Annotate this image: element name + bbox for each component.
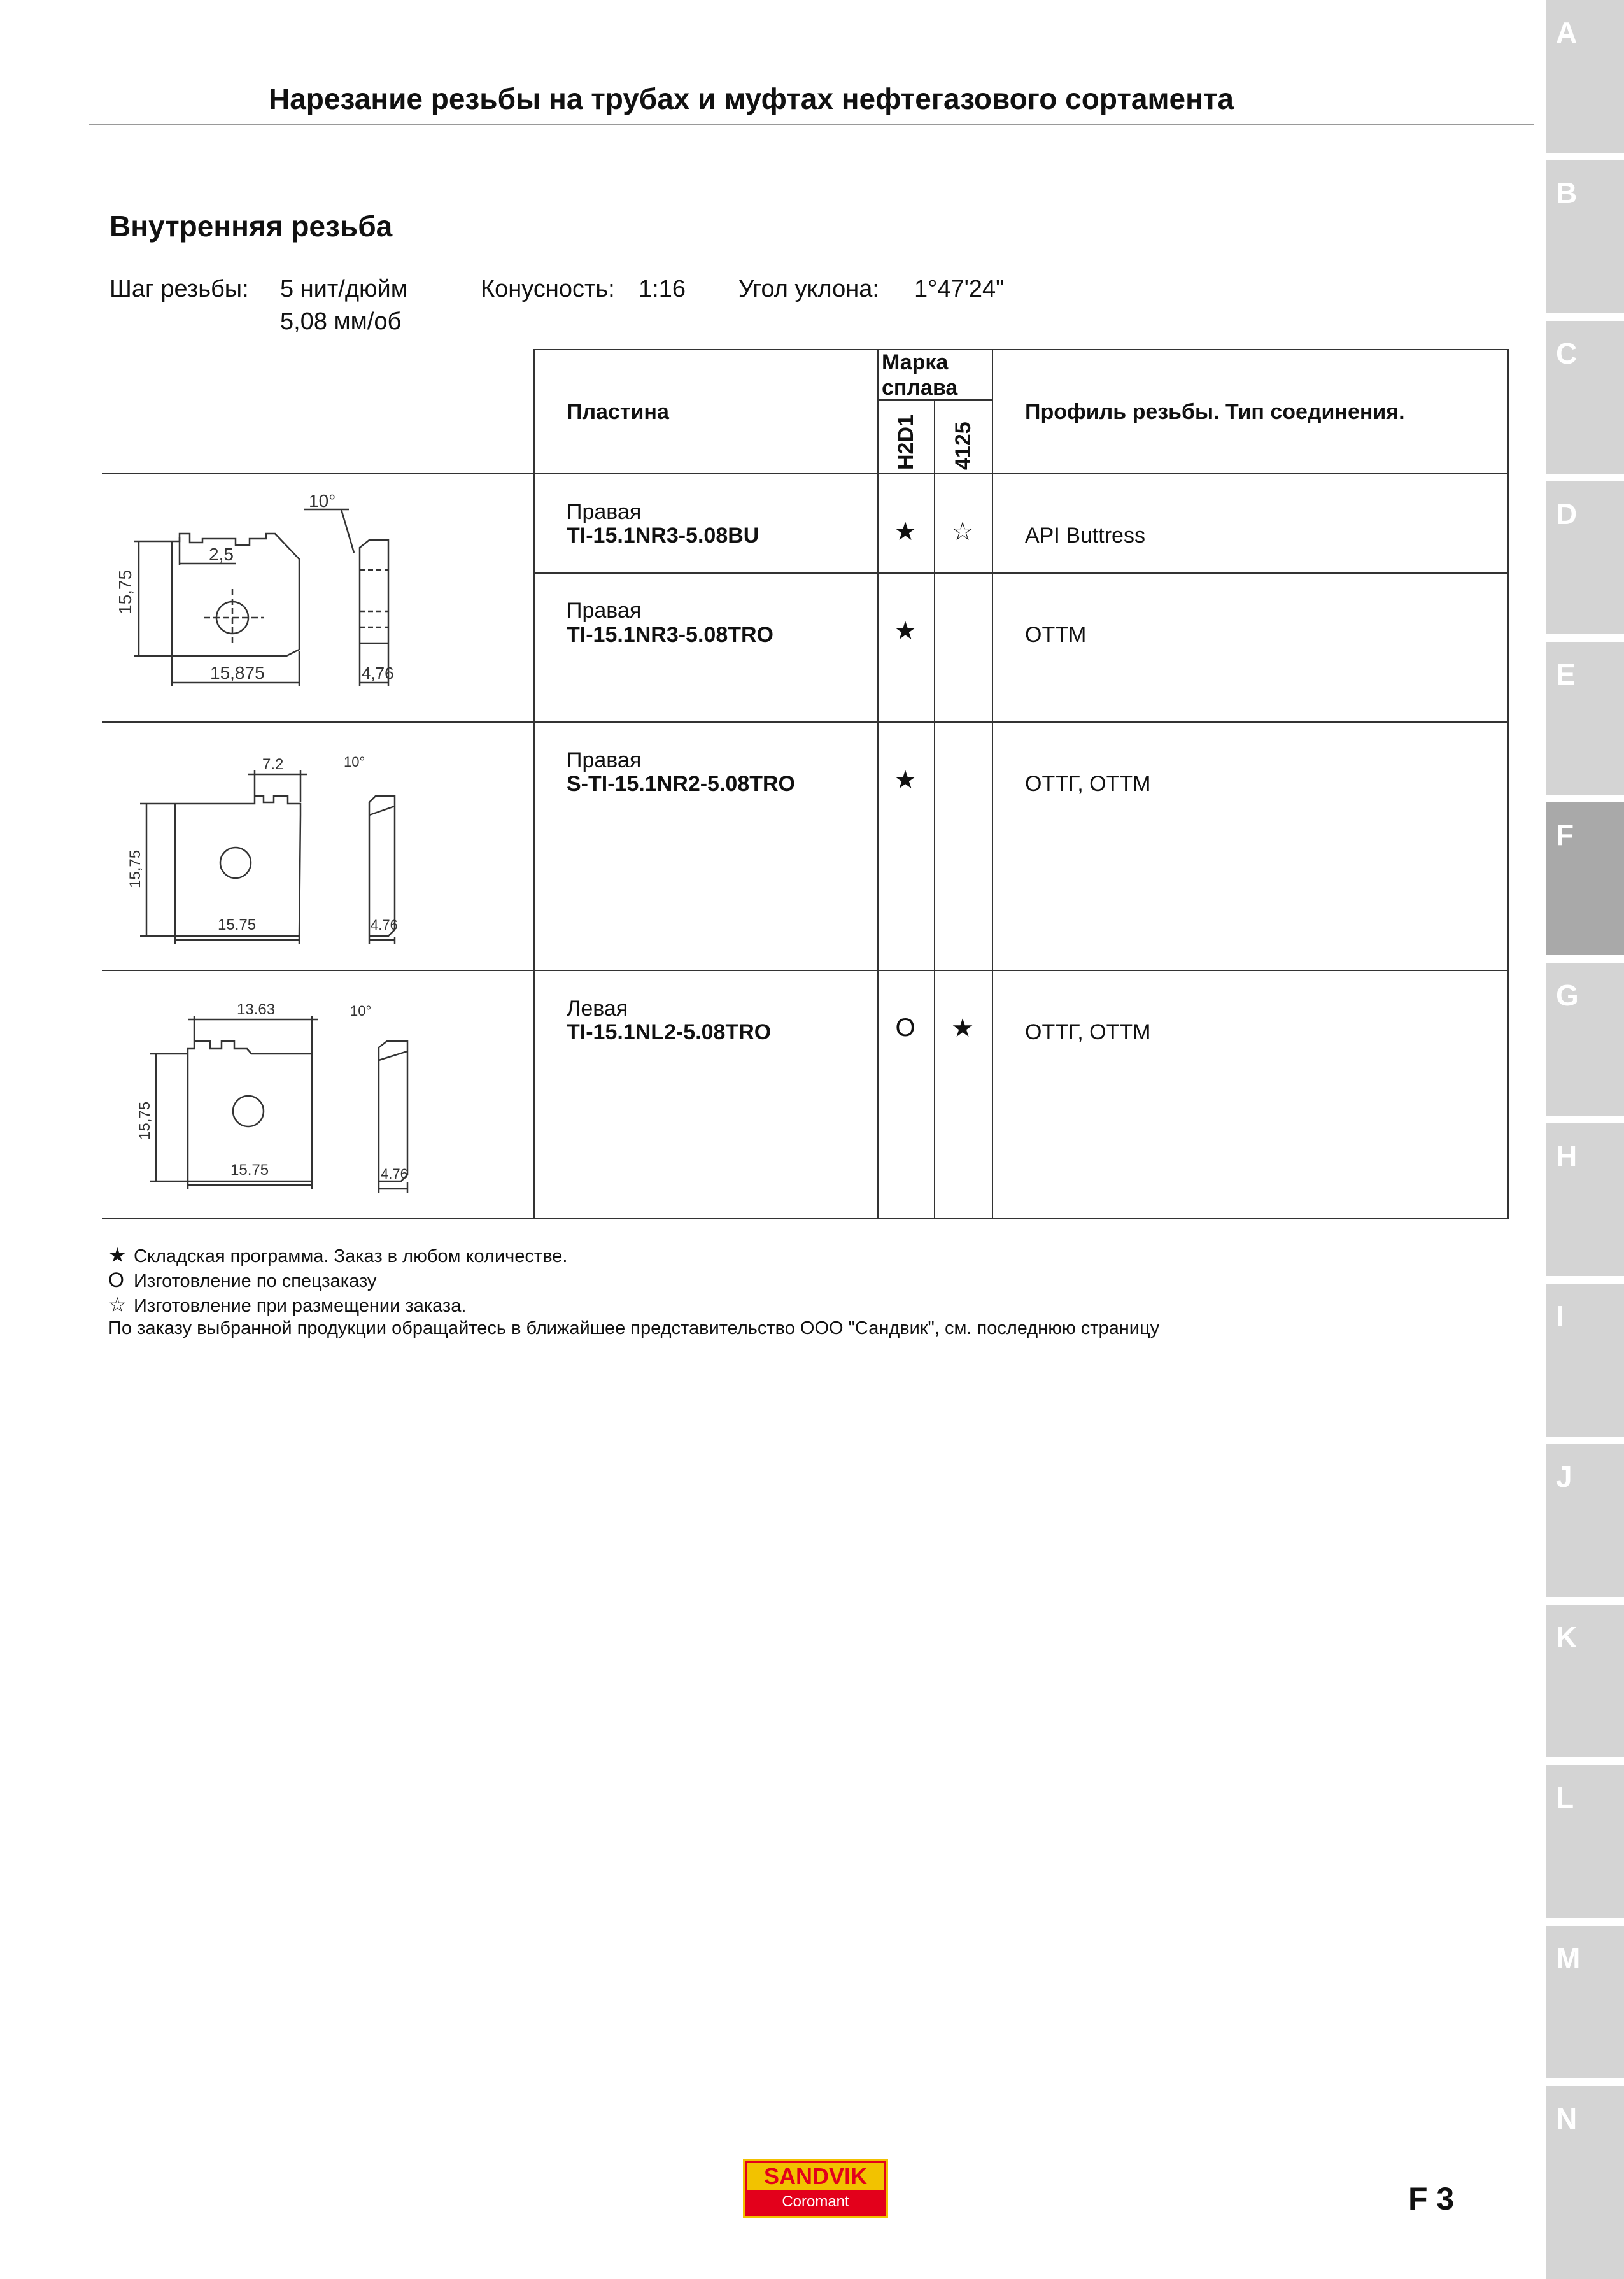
side-tab-g[interactable] [1546, 963, 1624, 1116]
side-tab-label: G [1556, 979, 1579, 1012]
table-top-rule [533, 349, 1509, 350]
insert-drawing-1 [108, 484, 427, 700]
group-divider [102, 970, 1509, 971]
drawing-thickness-dim: 4,76 [362, 664, 394, 683]
thread-profile: ОТТМ [1025, 623, 1087, 647]
side-tab-label: M [1556, 1942, 1581, 1975]
legend-stock [108, 1243, 567, 1267]
col-divider [533, 349, 535, 1219]
side-tab-label: I [1556, 1300, 1564, 1333]
side-tab-label: J [1556, 1460, 1572, 1493]
header-grade-line2: сплава [882, 376, 958, 400]
drawing-thickness-dim: 4.76 [371, 917, 398, 933]
table-bottom-rule [102, 1218, 1509, 1219]
header-grade-h2d1: H2D1 [894, 415, 918, 470]
outline-star-icon: ☆ [108, 1293, 127, 1316]
drawing-angle-label: 10° [344, 754, 365, 770]
side-tab-a[interactable] [1546, 0, 1624, 153]
insert-hand: Правая [567, 500, 642, 524]
side-tab-f[interactable] [1546, 802, 1624, 955]
grade-h2d1-mark: O [895, 1014, 915, 1042]
side-tab-label: F [1556, 818, 1574, 851]
drawing-width-dim: 15,875 [210, 663, 265, 683]
side-tab-label: D [1556, 497, 1578, 530]
drawing-top-dim: 7.2 [262, 756, 284, 773]
side-tab-label: L [1556, 1781, 1574, 1814]
insert-hand: Правая [567, 599, 642, 623]
side-tab-l[interactable] [1546, 1765, 1624, 1918]
taper-label: Конусность: [481, 276, 615, 302]
grade-4125-mark: ☆ [951, 518, 974, 546]
legend-special-order [108, 1268, 376, 1292]
side-tab-k[interactable] [1546, 1605, 1624, 1757]
insert-code: TI-15.1NL2-5.08TRO [567, 1020, 772, 1044]
header-insert: Пластина [567, 400, 669, 424]
side-tab-e[interactable] [1546, 642, 1624, 795]
legend-on-order [108, 1293, 466, 1317]
side-tab-label: B [1556, 176, 1578, 209]
drawing-thickness-dim: 4.76 [381, 1166, 408, 1182]
drawing-height-dim: 15,75 [127, 849, 144, 888]
section-title: Внутренняя резьба [109, 209, 393, 243]
insert-drawing-3 [121, 990, 420, 1207]
drawing-width-dim: 15.75 [230, 1161, 269, 1179]
header-grade-4125: 4125 [951, 422, 975, 470]
side-tab-n[interactable] [1546, 2086, 1624, 2279]
col-divider [877, 349, 879, 1219]
side-tab-m[interactable] [1546, 1926, 1624, 2078]
drawing-top-dim: 2,5 [209, 544, 234, 564]
taper-value: 1:16 [639, 276, 686, 302]
grade-h2d1-mark: ★ [894, 617, 917, 645]
pitch-value-tpi: 5 нит/дюйм [280, 276, 407, 302]
side-tab-label: C [1556, 337, 1578, 370]
thread-profile: ОТТГ, ОТТМ [1025, 1020, 1151, 1044]
drawing-angle-label: 10° [309, 491, 336, 511]
logo-brand: SANDVIK [747, 2163, 884, 2190]
grade-h2d1-mark: ★ [894, 518, 917, 546]
side-tab-h[interactable] [1546, 1123, 1624, 1276]
legend-text: Изготовление при размещении заказа. [134, 1296, 467, 1316]
side-tab-i[interactable] [1546, 1284, 1624, 1437]
col-divider [934, 399, 935, 1219]
side-tab-j[interactable] [1546, 1444, 1624, 1597]
side-tab-label: N [1556, 2102, 1578, 2135]
drawing-top-dim: 13.63 [237, 1001, 276, 1018]
grade-4125-mark: ★ [951, 1014, 974, 1042]
side-tab-c[interactable] [1546, 321, 1624, 474]
insert-code: S-TI-15.1NR2-5.08TRO [567, 772, 795, 796]
table-right-border [1507, 349, 1509, 1219]
page-number: F 3 [1408, 2181, 1455, 2217]
side-tab-label: A [1556, 16, 1578, 49]
sandvik-logo [743, 2159, 888, 2218]
col-divider [992, 349, 993, 1219]
drawing-height-dim: 15,75 [136, 1101, 153, 1140]
insert-hand: Левая [567, 997, 628, 1021]
pitch-label: Шаг резьбы: [109, 276, 249, 302]
circle-icon: O [108, 1268, 124, 1291]
side-tab-d[interactable] [1546, 481, 1624, 634]
title-divider [89, 124, 1534, 125]
drawing-angle-label: 10° [350, 1003, 372, 1019]
thread-profile: API Buttress [1025, 523, 1145, 548]
logo-sub: Coromant [782, 2193, 849, 2210]
drawing-height-dim: 15,75 [115, 569, 135, 614]
drawing-width-dim: 15.75 [218, 916, 257, 934]
header-grade-line1: Марка [882, 350, 949, 374]
side-tab-b[interactable] [1546, 160, 1624, 313]
angle-label: Угол уклона: [738, 276, 879, 302]
pitch-value-mm: 5,08 мм/об [280, 308, 402, 335]
side-tab-label: E [1556, 658, 1576, 691]
thread-profile: ОТТГ, ОТТМ [1025, 772, 1151, 796]
legend-text: Изготовление по спецзаказу [134, 1271, 377, 1291]
side-tab-label: H [1556, 1139, 1578, 1172]
insert-code: TI-15.1NR3-5.08TRO [567, 623, 773, 647]
filled-star-icon: ★ [108, 1244, 127, 1267]
insert-code: TI-15.1NR3-5.08BU [567, 523, 759, 548]
header-bottom-rule [102, 473, 1509, 474]
page-title: Нарезание резьбы на трубах и муфтах нефтегазового сортамента [269, 82, 1234, 115]
row-divider [533, 572, 1509, 574]
legend-text: Складская программа. Заказ в любом количестве. [134, 1246, 568, 1267]
grade-h2d1-mark: ★ [894, 766, 917, 794]
insert-drawing-2 [121, 745, 420, 955]
legend-contact-note: По заказу выбранной продукции обращайтесь в ближайшее представительство ООО "Сандвик", см. последнюю страницу [108, 1318, 1160, 1338]
side-tab-label: K [1556, 1621, 1578, 1654]
angle-value: 1°47'24" [914, 276, 1005, 302]
insert-hand: Правая [567, 748, 642, 772]
group-divider [102, 721, 1509, 723]
header-profile: Профиль резьбы. Тип соединения. [1025, 400, 1405, 424]
